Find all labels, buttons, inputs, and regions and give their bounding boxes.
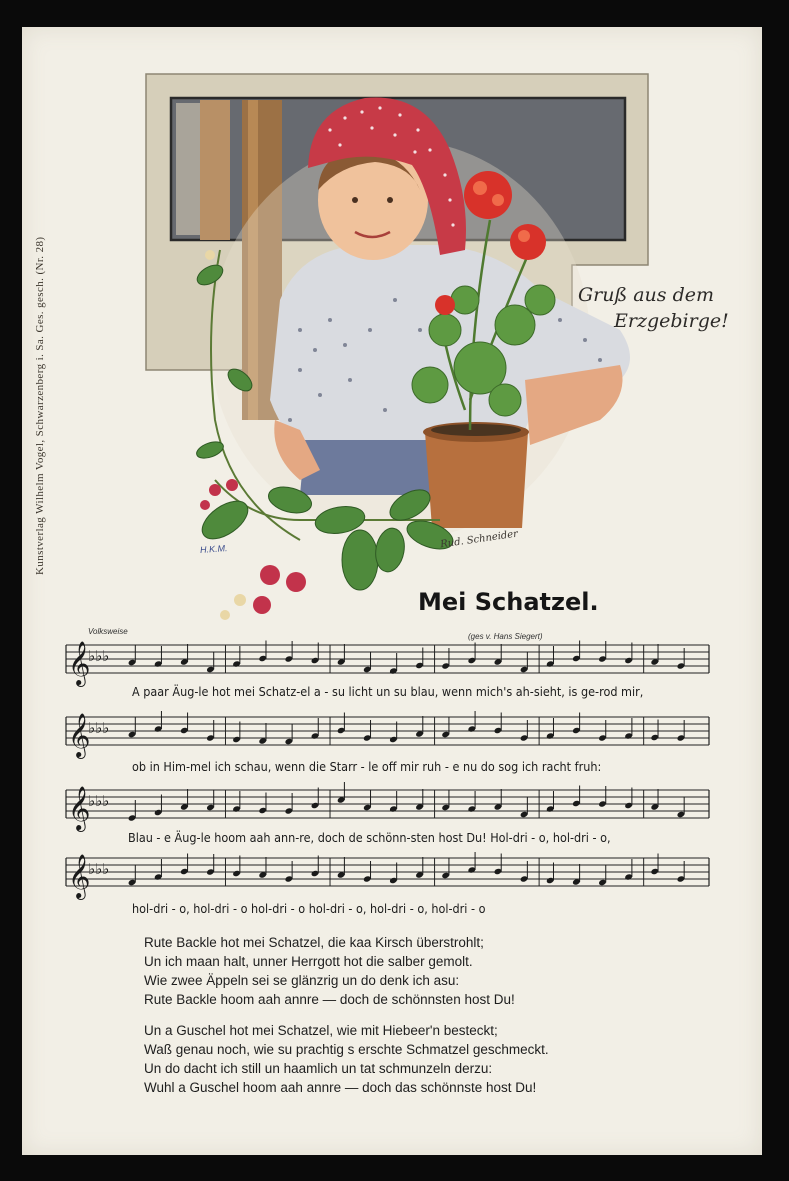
verse-line: Waß genau noch, wie su prachtig s erschte Schmatzel geschmeckt.: [144, 1042, 549, 1057]
lyric-line-1: A paar Äug-le hot mei Schatz-el a - su licht un su blau, wenn mich's ah-sieht, is ge-rod mir,: [132, 684, 644, 699]
artist-signature: Rud. Schneider: [439, 528, 519, 551]
verse-line: Rute Backle hoom aah annre — doch de schönnsten host Du!: [144, 992, 515, 1007]
treble-clef: 𝄞: [68, 854, 91, 898]
artist-monogram: H.K.M.: [199, 543, 228, 555]
key-signature: ♭♭♭: [88, 792, 110, 810]
verse-line: Wie zwee Äppeln sei se glänzrig un do denk ich asu:: [144, 973, 460, 988]
lyric-line-4: hol-dri - o, hol-dri - o hol-dri - o hol-dri - o, hol-dri - o, hol-dri - o: [132, 901, 486, 916]
song-title: Mei Schatzel.: [418, 588, 599, 616]
verse-line: Wuhl a Guschel hoom aah annre — doch das schönnste host Du!: [144, 1080, 537, 1095]
lyric-line-2: ob in Him-mel ich schau, wenn die Starr - le off mir ruh - e nu do sog ich racht fruh:: [132, 759, 602, 774]
verse-1: [144, 933, 744, 1009]
treble-clef: 𝄞: [68, 713, 91, 757]
key-signature: ♭♭♭: [88, 860, 110, 878]
arranger-note: (ges v. Hans Siegert): [468, 632, 543, 641]
verse-line: Un do dacht ich still un haamlich un tat schmunzeln derzu:: [144, 1061, 493, 1076]
publisher-imprint: Kunstverlag Wilhelm Vogel, Schwarzenberg i. Sa. Ges. gesch. (Nr. 28): [34, 236, 46, 575]
verse-line: Un a Guschel hot mei Schatzel, wie mit Hiebeer'n besteckt;: [144, 1023, 498, 1038]
verse-2: [144, 1021, 744, 1097]
greeting-line-1: Gruß aus dem: [578, 284, 715, 306]
treble-clef: 𝄞: [68, 786, 91, 830]
lyric-line-3: Blau - e Äug-le hoom aah ann-re, doch de schönn-sten host Du! Hol-dri - o, hol-dri - o,: [128, 830, 611, 845]
key-signature: ♭♭♭: [88, 719, 110, 737]
key-signature: ♭♭♭: [88, 647, 110, 665]
treble-clef: 𝄞: [68, 641, 91, 685]
verse-line: Un ich maan halt, unner Herrgott hot die salber gemolt.: [144, 954, 473, 969]
verse-line: Rute Backle hot mei Schatzel, die kaa Kirsch überstrohlt;: [144, 935, 484, 950]
greeting-line-2: Erzgebirge!: [614, 310, 729, 332]
tempo-note: Volksweise: [88, 627, 128, 636]
